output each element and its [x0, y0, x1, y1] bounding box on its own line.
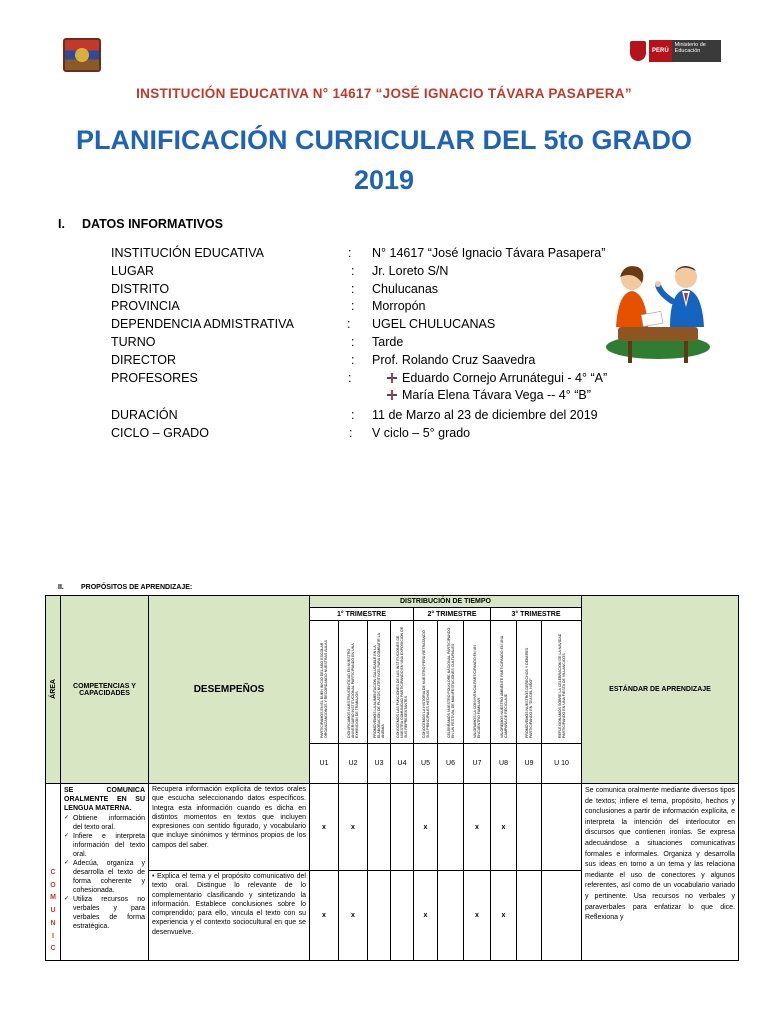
unit-code: U7	[464, 744, 491, 784]
header-competencias: COMPETENCIAS Y CAPACIDADES	[61, 596, 149, 784]
list-bullet-icon	[387, 373, 397, 383]
teachers-illustration	[598, 257, 720, 369]
header-distribucion: DISTRIBUCIÓN DE TIEMPO	[310, 596, 582, 608]
unit-title: CONOCEMOS LA HISTORIA DE NUESTRO PERÚ RETRATANDO SUS PRINCIPALES HECHOS	[414, 621, 438, 744]
header-estandar: ESTÁNDAR DE APRENDIZAJE	[582, 596, 739, 784]
unit-title: CONOCEMOS LAS FUNCIONES DE LAS INSTITUCIONES DE NUESTRA COMUNIDAD PARTICIPANDO EN UNA EXPOSICIÓN DE SUS REPRESENTANTES	[391, 621, 414, 744]
section-2-heading: II. PROPÓSITOS DE APRENDIZAJE:	[58, 584, 193, 591]
list-item: ✓ Infiere e interpreta información del texto oral.	[73, 832, 145, 859]
list-item: ✓ Adecúa, organiza y desarrolla el texto de forma coherente y cohesionada.	[73, 859, 145, 895]
header-area: ÁREA	[46, 596, 61, 784]
unit-mark	[438, 871, 464, 961]
list-bullet-icon	[387, 390, 397, 400]
unit-code: U2	[339, 744, 368, 784]
competencia-cell: SE COMUNICA ORALMENTE EN SU LENGUA MATERNA. ✓ Obtiene información del texto oral. ✓ Infiere e interpreta información del texto oral. ✓ Adecúa, organiza y desarrolla el texto de forma coherente y cohesionada. ✓ Utiliza recursos no verbales y para verbales de forma estratégica.	[61, 784, 149, 961]
unit-mark	[438, 784, 464, 871]
unit-title: REFLEXIONAMOS SOBRE LA CELEBRACIÓN DE LA NAVIDAD PARTICIPANDO EN UNA FIESTA DE VILLANCICOS	[542, 621, 582, 744]
unit-code: U8	[491, 744, 517, 784]
unit-mark: x	[339, 784, 368, 871]
list-item: ✓ Obtiene información del texto oral.	[73, 814, 145, 832]
unit-code: U3	[368, 744, 391, 784]
gov-logo-ministry: Ministerio de Educación	[672, 40, 721, 62]
estandar-cell: Se comunica oralmente mediante diversos tipos de textos; infiere el tema, propósito, hechos y conclusiones a partir de información explícita, e interpreta la intención del interlocutor en discursos que contienen ironías. Se expresa adecuándose a situaciones comunicativas formales e informales. Organiza y desarrolla sus ideas en torno a un tema y las relaciona mediante el uso de conectores y algunos referentes, así como de un vocabulario variado y pertinente. Usa recursos no verbales y paraverbales para enfatizar lo que dice. Reflexiona y	[582, 784, 739, 961]
unit-title: DIGNIFICAMOS NUESTRA IDENTIDAD EN NUESTRO ANIVERSARIO INSTITUCIONAL PARTICIPANDO EN UNA EXHIBICIÓN DE TRABAJOS	[339, 621, 368, 744]
section-1-heading: I. DATOS INFORMATIVOS	[58, 217, 223, 231]
header-trimestre-2: 2° TRIMESTRE	[414, 608, 491, 621]
unit-title: PARTICIPAMOS EN EL BUEN INICIO DEL AÑO ESCOLAR ORGANIZANDONOS Y RECORDANDO NUESTRAS AULAS	[310, 621, 339, 744]
page-title	[0, 120, 768, 200]
unit-mark: x	[339, 871, 368, 961]
unit-mark	[542, 871, 582, 961]
unit-mark	[517, 871, 542, 961]
unit-mark: x	[414, 784, 438, 871]
unit-title: VALOREMOS NUESTRO AMBIENTE PARTICIPANDO EN UNA CAMPAÑA DE RECICLAJE	[491, 621, 517, 744]
unit-title: VALORAMOS LA CONVIVENCIA PARTICIPANDO EN UN ENCUENTRO FAMILIAR	[464, 621, 491, 744]
unit-mark	[517, 784, 542, 871]
unit-mark: x	[464, 784, 491, 871]
learning-purposes-table	[45, 595, 739, 961]
desempeno-cell: Recupera información explícita de textos orales que escucha seleccionando datos específicos. Integra esta información cuando es dicha en distintos momentos en textos que incluyen expresiones con sentido figurado, y vocabulario que incluye sinónimos y términos propios de los campos del saber.	[149, 784, 310, 871]
header-trimestre-1: 1° TRIMESTRE	[310, 608, 414, 621]
unit-mark: x	[491, 784, 517, 871]
desempeno-cell: • Explica el tema y el propósito comunicativo del texto oral. Distingue lo relevante de lo complementario clasificando y sintetizando la información. Establece conclusiones sobre lo comprendido; para ello, vincula el texto con su experiencia y el contexto sociocultural en que se desenvuelve.	[149, 871, 310, 961]
page-title-line-2: 2019	[353, 165, 415, 195]
school-crest-logo	[63, 38, 101, 72]
ministry-of-education-logo	[630, 39, 721, 63]
unit-mark: x	[491, 871, 517, 961]
header-desempenos: DESEMPEÑOS	[149, 596, 310, 784]
page-title-line-1: PLANIFICACIÓN CURRICULAR DEL 5to GRADO	[76, 125, 692, 155]
table-row	[46, 784, 739, 871]
unit-mark: x	[414, 871, 438, 961]
unit-mark: x	[310, 784, 339, 871]
institution-line: INSTITUCIÓN EDUCATIVA N° 14617 “JOSÉ IGNACIO TÁVARA PASAPERA”	[136, 86, 632, 101]
unit-code: U9	[517, 744, 542, 784]
unit-code: U 10	[542, 744, 582, 784]
unit-title: PROMOVEMOS LA ALIMENTACIÓN SALUDABLE EN LA ELABORACIÓN DE PLATOS NUTRITIVOS PARA COMBATIR LA ANEMIA	[368, 621, 391, 744]
unit-mark	[391, 784, 414, 871]
unit-code: U6	[438, 744, 464, 784]
unit-mark	[368, 784, 391, 871]
area-name-vertical: C O M U N I C	[46, 784, 61, 961]
gov-logo-peru: PERÚ	[649, 40, 672, 62]
unit-mark	[391, 871, 414, 961]
unit-code: U1	[310, 744, 339, 784]
unit-mark	[542, 784, 582, 871]
unit-mark	[368, 871, 391, 961]
header-trimestre-3: 3° TRIMESTRE	[491, 608, 582, 621]
unit-code: U4	[391, 744, 414, 784]
list-item: ✓ Utiliza recursos no verbales y para verbales de forma estratégica.	[73, 895, 145, 931]
unit-mark: x	[464, 871, 491, 961]
unit-code: U5	[414, 744, 438, 784]
unit-title: PROMOVEMOS NUESTROS DERECHOS Y DEBERES PARTICIPANDO EN "DÍA DEL NIÑO"	[517, 621, 542, 744]
peru-shield-icon	[630, 41, 646, 61]
unit-title: CELEBRAMOS NUESTRO FOLKLORE NACIONAL PARTICIPANDO EN UN FESTIVAL DE MANIFESTACIONES CULTURALES	[438, 621, 464, 744]
unit-mark: x	[310, 871, 339, 961]
